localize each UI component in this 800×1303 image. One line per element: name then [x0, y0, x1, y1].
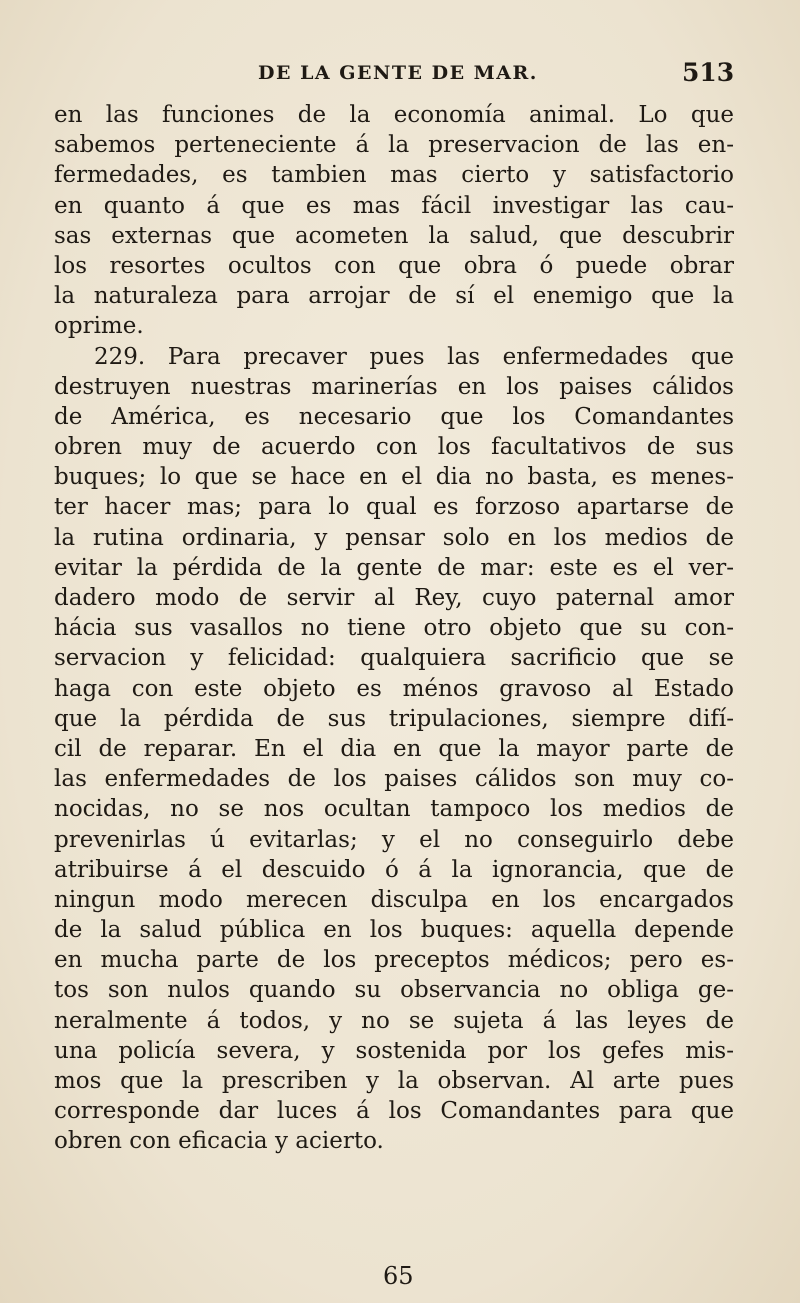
- text-line: servacion y felicidad: qualquiera sacrificio que se: [54, 645, 734, 672]
- text-line: evitar la pérdida de la gente de mar: este es el ver-: [54, 554, 734, 581]
- text-line: atribuirse á el descuido ó á la ignorancia, que de: [54, 856, 734, 883]
- text-line: prevenirlas ú evitarlas; y el no conseguirlo debe: [54, 826, 734, 853]
- text-line: fermedades, es tambien mas cierto y satisfactorio: [54, 162, 734, 189]
- text-line: la rutina ordinaria, y pensar solo en los medios de: [54, 524, 734, 551]
- text-line: haga con este objeto es ménos gravoso al Estado: [54, 675, 734, 702]
- text-line: ter hacer mas; para lo qual es forzoso apartarse de: [54, 494, 734, 521]
- text-line: de la salud pública en los buques: aquella depende: [54, 917, 734, 944]
- text-line: neralmente á todos, y no se sujeta á las leyes de: [54, 1007, 734, 1034]
- text-line: sabemos perteneciente á la preservacion de las en-: [54, 132, 734, 159]
- text-line: destruyen nuestras marinerías en los paises cálidos: [54, 373, 734, 400]
- text-line: una policía severa, y sostenida por los gefes mis-: [54, 1037, 734, 1064]
- text-line: cil de reparar. En el dia en que la mayor parte de: [54, 735, 734, 762]
- signature-mark: 65: [383, 1262, 414, 1290]
- text-line: buques; lo que se hace en el dia no basta, es menes-: [54, 464, 734, 491]
- body-text: [54, 100, 734, 1157]
- text-line: hácia sus vasallos no tiene otro objeto que su con-: [54, 615, 734, 642]
- text-line: los resortes ocultos con que obra ó puede obrar: [54, 252, 734, 279]
- text-line: de América, es necesario que los Comandantes: [54, 403, 734, 430]
- text-line: ningun modo merecen disculpa en los encargados: [54, 886, 734, 913]
- paragraph: [54, 342, 734, 1157]
- paragraph: [54, 100, 734, 342]
- running-head: DE LA GENTE DE MAR.: [258, 62, 538, 84]
- text-line: obren muy de acuerdo con los facultativos de sus: [54, 434, 734, 461]
- text-line: en quanto á que es mas fácil investigar las cau-: [54, 192, 734, 219]
- page-number: 513: [682, 58, 735, 87]
- page-header: [0, 58, 800, 92]
- text-line: dadero modo de servir al Rey, cuyo paternal amor: [54, 585, 734, 611]
- text-line: en mucha parte de los preceptos médicos; pero es-: [54, 947, 734, 974]
- text-line: tos son nulos quando su observancia no obliga ge-: [54, 977, 734, 1004]
- text-line: en las funciones de la economía animal. Lo que: [54, 102, 734, 128]
- text-line: la naturaleza para arrojar de sí el enemigo que la: [54, 283, 734, 310]
- text-line: mos que la prescriben y la observan. Al arte pues: [54, 1068, 734, 1094]
- text-line: oprime.: [54, 313, 144, 340]
- text-line: obren con eficacia y acierto.: [54, 1128, 384, 1155]
- text-line: nocidas, no se nos ocultan tampoco los medios de: [54, 796, 734, 823]
- text-line: 229. Para precaver pues las enfermedades que: [94, 343, 734, 370]
- text-line: sas externas que acometen la salud, que descubrir: [54, 222, 734, 249]
- text-line: que la pérdida de sus tripulaciones, siempre difí-: [54, 705, 734, 732]
- text-line: las enfermedades de los paises cálidos son muy co-: [54, 766, 734, 793]
- text-line: corresponde dar luces á los Comandantes para que: [54, 1098, 734, 1125]
